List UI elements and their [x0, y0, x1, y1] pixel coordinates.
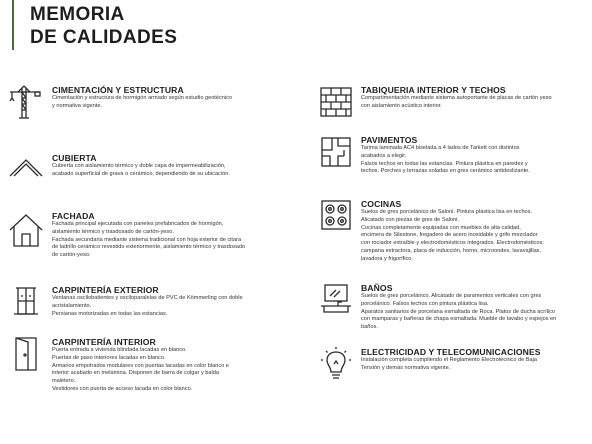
body-line: interior acabado en melamina. Disponen de barra de colgar y balda — [52, 370, 219, 377]
section-body — [52, 221, 308, 260]
body-line: de ladrillo cerámico revestido exteriormente, aislamiento térmico y trasdosado — [52, 244, 246, 251]
body-line: Vestidores con puerta de acceso lacada en color blanco. — [52, 385, 193, 392]
body-line: Tarima laminada AC4 biselada a 4 lados de Tarkett con distintos — [361, 145, 520, 151]
section-fachada — [8, 210, 308, 270]
section-title: CARPINTERÍA INTERIOR — [52, 337, 156, 347]
body-line: acabados a elegir. — [361, 152, 407, 159]
section-body — [52, 95, 308, 111]
section-body — [52, 163, 308, 179]
body-line: Falsos techos en todas las estancias. Pintura plástica en paredes y — [361, 160, 528, 167]
body-line: lavadora y frigorífico. — [361, 255, 413, 262]
floor-plan-icon — [318, 134, 354, 170]
house-icon — [8, 212, 44, 248]
section-carpinteria-exterior — [8, 284, 308, 324]
roof-icon — [8, 150, 44, 186]
section-title: FACHADA — [52, 211, 95, 221]
body-line: Armarios empotrados modulares con puertas lacadas en color blanco e — [52, 362, 229, 369]
section-title: PAVIMENTOS — [361, 135, 418, 145]
body-line: porcelánico. Falsos techos con pintura plástica lisa. — [361, 300, 489, 307]
body-line: Fachada secundaria mediante sistema tradicional con hoja exterior de citara — [52, 236, 242, 243]
body-line: techos. Porches y terrazas soladas en gres cerámico antideslizante. — [361, 168, 530, 175]
section-body — [361, 357, 590, 373]
light-bulb-icon — [318, 346, 354, 382]
body-line: con mamparas y bañeras de chapa esmaltada. Mueble de lavabo y espejos en — [361, 316, 557, 323]
section-cocinas — [318, 198, 590, 268]
body-line: con rociador extraíble y electrodomésticos integrados. Electrodomésticos: — [361, 240, 544, 247]
brick-wall-icon — [318, 84, 354, 120]
section-carpinteria-interior — [8, 336, 308, 398]
body-line: Fachada principal ejecutada con paneles prefabricados de hormigón, — [52, 221, 224, 227]
crane-icon — [8, 84, 44, 120]
body-line: de cartón-yeso. — [52, 252, 91, 259]
body-line: campana extractora, placa de inducción, horno, microondes, lavavajillas, — [361, 247, 542, 254]
body-line: Ventanas oscilobatientes y osciloparalelas de PVC de Kömmerling con doble — [52, 295, 243, 301]
body-line: Cubierta con aislamiento térmico y doble capa de impermeabilización, — [52, 163, 226, 169]
body-line: Puertas de paso interiores lacadas en blanco. — [52, 354, 166, 361]
section-title: TABIQUERIA INTERIOR Y TECHOS — [361, 85, 506, 95]
section-body — [52, 295, 308, 318]
body-line: Tensión y demás normativa vigente. — [361, 364, 451, 371]
body-line: aislamiento térmico y trasdosado de cartón-yeso. — [52, 228, 174, 235]
body-line: Aparatos sanitarios de porcelana esmaltada de Roca. Platos de ducha acrílico — [361, 308, 556, 315]
section-title: CUBIERTA — [52, 153, 97, 163]
section-cubierta — [8, 150, 308, 190]
cooktop-icon — [318, 198, 354, 234]
section-pavimentos — [318, 134, 590, 184]
body-line: Suelos de gres porcelánico. Alicatado de paramentos verticales con gres — [361, 293, 542, 299]
page-title — [30, 3, 177, 49]
body-line: Puerta entrada a vivienda blindada lacadas en blanco. — [52, 347, 187, 353]
body-line: Alicatado con piezas de gres de Saloni. — [361, 216, 459, 223]
page-title-line-2: DE CALIDADES — [30, 27, 178, 48]
section-electricidad — [318, 346, 590, 382]
body-line: Compartimentación mediante sistema autoportante de placas de cartón yeso — [361, 95, 552, 101]
bathroom-mirror-icon — [318, 282, 354, 318]
body-line: maletero. — [52, 378, 76, 385]
section-title: BAÑOS — [361, 283, 393, 293]
section-body — [361, 293, 590, 332]
section-title: ELECTRICIDAD Y TELECOMUNICACIONES — [361, 347, 541, 357]
section-body — [361, 95, 590, 111]
body-line: y normativa vigente. — [52, 102, 103, 109]
body-line: baños. — [361, 324, 378, 331]
body-line: encimera de Silestone, fregadero de acero inoxidable y grifo mezclador — [361, 232, 538, 239]
door-icon — [8, 336, 44, 372]
section-title: CARPINTERÍA EXTERIOR — [52, 285, 159, 295]
section-title: COCINAS — [361, 199, 402, 209]
body-line: acabado superficial de grava o cerámico, dependiendo de su ubicación. — [52, 170, 230, 177]
section-title: CIMENTACIÓN Y ESTRUCTURA — [52, 85, 184, 95]
body-line: acristalamiento. — [52, 302, 92, 309]
window-icon — [8, 284, 44, 320]
section-body — [361, 145, 590, 176]
body-line: Persianas motorizadas en todas las estancias. — [52, 310, 168, 317]
title-accent-bar — [12, 0, 14, 50]
section-banos — [318, 282, 590, 338]
body-line: Suelos de gres porcelánico de Saloni. Pintura plástica lisa en techos. — [361, 209, 533, 215]
body-line: Instalación completa cumpliendo el Reglamento Electrotécnico de Baja — [361, 357, 537, 363]
section-cimentacion — [8, 84, 308, 124]
body-line: Cimentación y estructura de hormigón armado según estudio geotécnico — [52, 95, 233, 101]
section-body — [52, 347, 308, 394]
section-body — [361, 209, 590, 264]
section-tabiqueria — [318, 84, 590, 124]
body-line: Cocinas completamente equipadas con muebles de alta calidad, — [361, 224, 521, 231]
body-line: con aislamiento acústico interior. — [361, 102, 442, 109]
page-title-line-1: MEMORIA — [30, 4, 125, 25]
